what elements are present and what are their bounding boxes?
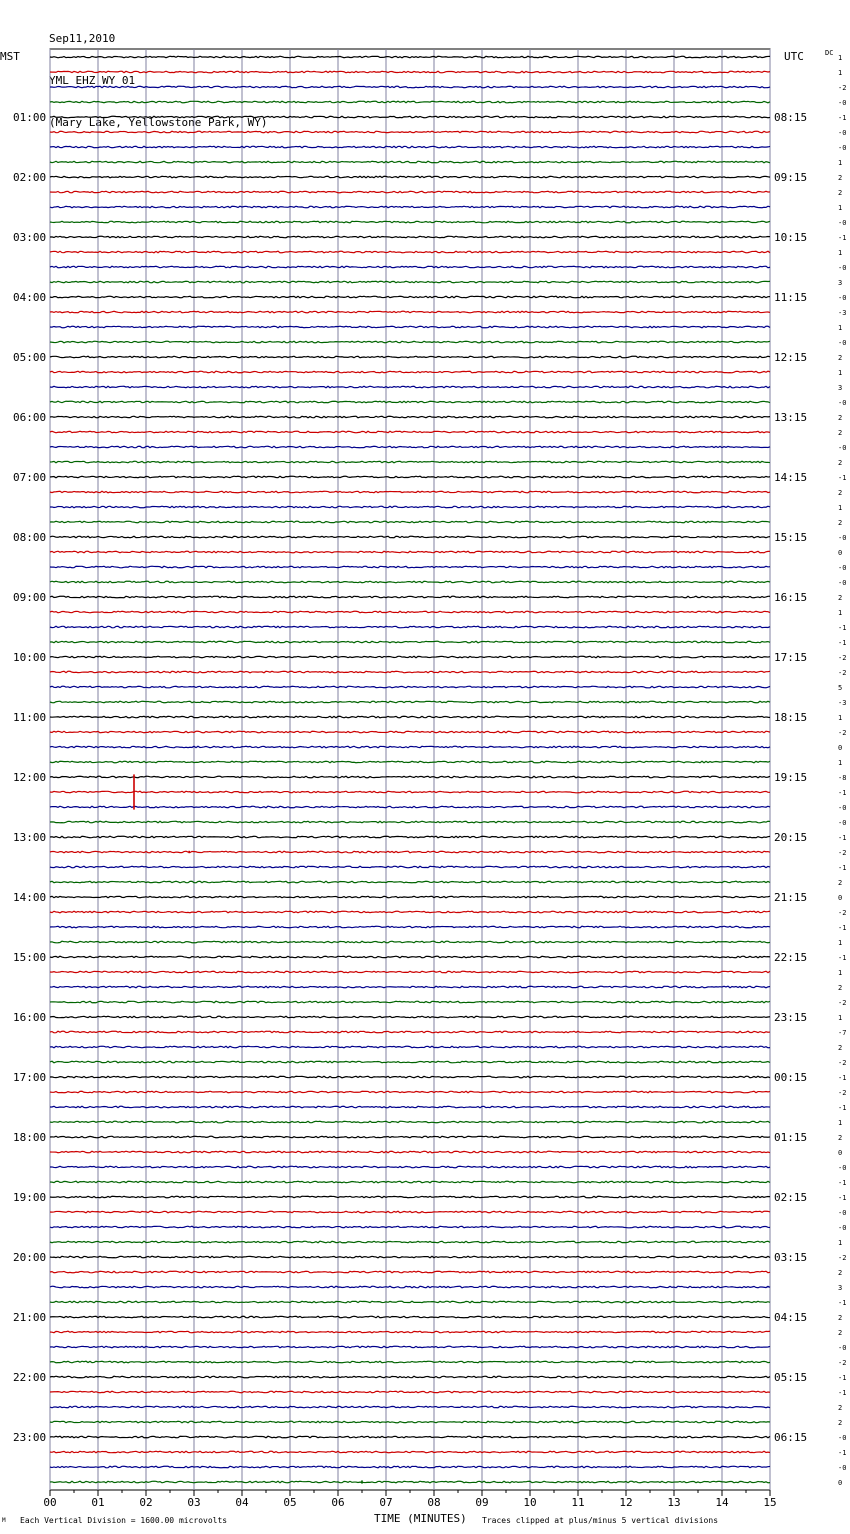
dc-offset-value: -2 [838,1089,847,1097]
trace-line [50,1121,770,1123]
dc-offset-value: 1 [838,939,843,947]
trace-line [50,671,770,673]
dc-offset-value: 2 [838,1329,843,1337]
dc-offset-value: -2 [838,909,847,917]
trace-line [50,551,770,553]
left-hour-label: 17:00 [13,1071,47,1084]
right-hour-label: 18:15 [774,711,808,724]
trace-line [50,1256,770,1258]
left-hour-label: 19:00 [13,1191,47,1204]
dc-offset-value: -1 [838,1104,847,1112]
dc-offset-value: 1 [838,504,843,512]
trace-line [50,401,770,403]
dc-offset-value: -2 [838,1254,847,1262]
trace-line [50,956,770,958]
trace-line [50,311,770,313]
dc-offset-value: -1 [838,1179,847,1187]
dc-offset-value: 1 [838,1014,843,1022]
x-tick-label: 01 [91,1496,105,1509]
dc-offset-value: -0 [838,1434,847,1442]
dc-offset-value: 1 [838,609,843,617]
trace-line [50,1376,770,1378]
dc-offset-value: -0 [838,1344,847,1352]
trace-line [50,1241,770,1243]
right-hour-label: 11:15 [774,291,808,304]
trace-line [50,1211,770,1213]
left-hour-label: 09:00 [13,591,47,604]
right-hour-label: 05:15 [774,1371,808,1384]
x-tick-label: 11 [571,1496,585,1509]
trace-line [50,1451,770,1453]
trace-line [50,56,770,58]
dc-offset-value: -3 [838,699,847,707]
trace-line [50,686,770,688]
trace-line [50,1301,770,1303]
trace-line [50,881,770,883]
trace-line [50,821,770,823]
trace-line [50,611,770,613]
trace-line [50,1151,770,1153]
dc-offset-value: 2 [838,594,843,602]
trace-line [50,1316,770,1318]
dc-offset-value: -0 [838,219,847,227]
dc-offset-value: 2 [838,1134,843,1142]
right-hour-label: 00:15 [774,1071,808,1084]
plot-frame [50,49,770,1490]
dc-offset-value: 3 [838,1284,843,1292]
dc-offset-value: 1 [838,714,843,722]
trace-line [50,1061,770,1063]
x-tick-label: 13 [667,1496,681,1509]
x-axis-title: TIME (MINUTES) [374,1512,467,1525]
dc-offset-value: 2 [838,984,843,992]
x-tick-label: 00 [43,1496,57,1509]
trace-line [50,131,770,133]
trace-line [50,206,770,208]
trace-line [50,431,770,433]
dc-offset-value: -1 [838,114,847,122]
dc-offset-value: -1 [838,834,847,842]
trace-line [50,191,770,193]
x-tick-label: 03 [187,1496,201,1509]
dc-offset-value: -1 [838,864,847,872]
dc-offset-value: -0 [838,144,847,152]
left-hour-label: 07:00 [13,471,47,484]
right-hour-label: 01:15 [774,1131,808,1144]
trace-line [50,1091,770,1093]
trace-line [50,791,770,793]
dc-offset-value: 1 [838,369,843,377]
dc-offset-value: -0 [838,339,847,347]
trace-line [50,296,770,298]
trace-line [50,281,770,283]
dc-offset-value: 2 [838,414,843,422]
trace-line [50,476,770,478]
right-hour-label: 17:15 [774,651,808,664]
dc-offset-value: -0 [838,264,847,272]
trace-line [50,1421,770,1423]
right-hour-label: 08:15 [774,111,808,124]
left-hour-label: 05:00 [13,351,47,364]
trace-line [50,941,770,943]
dc-offset-value: -1 [838,924,847,932]
trace-line [50,701,770,703]
trace-line [50,566,770,568]
dc-offset-value: 0 [838,894,843,902]
dc-offset-value: -0 [838,534,847,542]
trace-line [50,911,770,913]
x-tick-label: 05 [283,1496,297,1509]
dc-offset-value: 1 [838,1119,843,1127]
trace-line [50,1391,770,1393]
trace-line [50,236,770,238]
right-hour-label: 15:15 [774,531,808,544]
trace-line [50,1016,770,1018]
dc-offset-value: 2 [838,189,843,197]
left-hour-label: 20:00 [13,1251,47,1264]
right-timezone-label: UTC [784,50,804,63]
x-tick-label: 14 [715,1496,729,1509]
left-hour-label: 22:00 [13,1371,47,1384]
left-hour-label: 15:00 [13,951,47,964]
dc-offset-value: 2 [838,429,843,437]
trace-line [50,446,770,448]
dc-offset-value: -7 [838,1029,847,1037]
trace-line [50,581,770,583]
dc-offset-value: -2 [838,849,847,857]
dc-offset-value: 2 [838,1269,843,1277]
dc-offset-value: -2 [838,1359,847,1367]
dc-offset-value: -1 [838,1449,847,1457]
dc-offset-value: -1 [838,1374,847,1382]
dc-offset-value: -2 [838,729,847,737]
location-label: (Mary Lake, Yellowstone Park, WY) [49,116,268,129]
trace-line [50,176,770,178]
trace-line [50,266,770,268]
left-hour-label: 16:00 [13,1011,47,1024]
dc-offset-value: -2 [838,999,847,1007]
dc-offset-header: DC [825,49,834,57]
trace-line [50,1436,770,1438]
left-hour-label: 01:00 [13,111,47,124]
scale-note: Each Vertical Division = 1600.00 microvolts [20,1516,228,1525]
trace-line [50,356,770,358]
dc-offset-value: 2 [838,1314,843,1322]
dc-offset-value: -2 [838,84,847,92]
right-hour-label: 16:15 [774,591,808,604]
dc-offset-value: 2 [838,354,843,362]
trace-line [50,1196,770,1198]
x-tick-label: 04 [235,1496,249,1509]
dc-offset-value: -0 [838,99,847,107]
dc-offset-value: -0 [838,819,847,827]
dc-offset-value: 2 [838,459,843,467]
right-hour-label: 13:15 [774,411,808,424]
trace-line [50,1481,770,1483]
right-hour-label: 19:15 [774,771,808,784]
dc-offset-value: -1 [838,1389,847,1397]
dc-offset-value: 1 [838,249,843,257]
dc-offset-value: -1 [838,789,847,797]
x-tick-label: 15 [763,1496,777,1509]
dc-offset-value: -1 [838,624,847,632]
trace-line [50,896,770,898]
trace-line [50,986,770,988]
trace-line [50,1361,770,1363]
trace-line [50,116,770,118]
dc-offset-value: -1 [838,954,847,962]
trace-line [50,251,770,253]
trace-line [50,596,770,598]
trace-line [50,731,770,733]
trace-line [50,536,770,538]
dc-offset-value: -2 [838,654,847,662]
trace-line [50,1286,770,1288]
dc-offset-value: 1 [838,159,843,167]
dc-offset-value: 5 [838,684,843,692]
dc-offset-value: -1 [838,1074,847,1082]
dc-offset-value: 2 [838,1044,843,1052]
trace-line [50,1331,770,1333]
dc-offset-value: -1 [838,234,847,242]
left-hour-label: 21:00 [13,1311,47,1324]
dc-offset-value: 2 [838,879,843,887]
trace-line [50,371,770,373]
trace-line [50,1076,770,1078]
trace-line [50,776,770,778]
trace-line [50,341,770,343]
x-tick-label: 12 [619,1496,633,1509]
left-hour-label: 02:00 [13,171,47,184]
trace-line [50,1166,770,1168]
dc-offset-value: -0 [838,1464,847,1472]
trace-line [50,1136,770,1138]
clip-note: Traces clipped at plus/minus 5 vertical divisions [482,1516,719,1525]
dc-offset-value: 0 [838,1149,843,1157]
trace-line [50,146,770,148]
trace-line [50,971,770,973]
trace-line [50,1406,770,1408]
dc-offset-value: -2 [838,1059,847,1067]
dc-offset-value: -1 [838,474,847,482]
right-hour-label: 22:15 [774,951,808,964]
trace-line [50,626,770,628]
left-hour-label: 23:00 [13,1431,47,1444]
left-hour-label: 11:00 [13,711,47,724]
left-hour-label: 08:00 [13,531,47,544]
dc-offset-value: 1 [838,324,843,332]
dc-offset-value: -0 [838,1209,847,1217]
dc-offset-value: 1 [838,969,843,977]
right-hour-label: 04:15 [774,1311,808,1324]
trace-line [50,641,770,643]
trace-line [50,1346,770,1348]
dc-offset-value: -0 [838,294,847,302]
trace-line [50,1106,770,1108]
trace-line [50,461,770,463]
dc-offset-value: -1 [838,639,847,647]
trace-line [50,1031,770,1033]
left-hour-label: 03:00 [13,231,47,244]
dc-offset-value: -0 [838,399,847,407]
date-label: Sep11,2010 [49,32,116,45]
dc-offset-value: -8 [838,774,847,782]
right-hour-label: 02:15 [774,1191,808,1204]
trace-line [50,926,770,928]
trace-line [50,836,770,838]
trace-line [50,806,770,808]
left-hour-label: 06:00 [13,411,47,424]
left-hour-label: 18:00 [13,1131,47,1144]
x-tick-label: 07 [379,1496,393,1509]
dc-offset-value: -1 [838,1299,847,1307]
trace-line [50,1001,770,1003]
trace-line [50,656,770,658]
trace-line [50,491,770,493]
dc-offset-value: -0 [838,1224,847,1232]
trace-line [50,386,770,388]
trace-line [50,716,770,718]
trace-line [50,746,770,748]
dc-offset-value: 2 [838,519,843,527]
dc-offset-value: -1 [838,1194,847,1202]
dc-offset-value: 2 [838,1419,843,1427]
dc-offset-value: 1 [838,759,843,767]
trace-line [50,506,770,508]
x-tick-label: 08 [427,1496,441,1509]
dc-offset-value: -0 [838,579,847,587]
trace-line [50,1271,770,1273]
station-label: YML EHZ WY 01 [49,74,136,87]
left-hour-label: 14:00 [13,891,47,904]
left-hour-label: 13:00 [13,831,47,844]
dc-offset-value: -3 [838,309,847,317]
dc-offset-value: 0 [838,1479,843,1487]
trace-line [50,86,770,88]
left-timezone-label: MST [0,50,20,63]
x-tick-label: 09 [475,1496,489,1509]
dc-offset-value: 0 [838,744,843,752]
right-hour-label: 06:15 [774,1431,808,1444]
trace-line [50,866,770,868]
trace-line [50,851,770,853]
trace-line [50,521,770,523]
right-hour-label: 14:15 [774,471,808,484]
dc-offset-value: 1 [838,69,843,77]
trace-line [50,1226,770,1228]
right-hour-label: 03:15 [774,1251,808,1264]
right-hour-label: 09:15 [774,171,808,184]
dc-offset-value: 3 [838,279,843,287]
left-hour-label: 04:00 [13,291,47,304]
right-hour-label: 12:15 [774,351,808,364]
trace-line [50,1466,770,1468]
x-tick-label: 10 [523,1496,537,1509]
trace-line [50,326,770,328]
dc-offset-value: 2 [838,489,843,497]
dc-offset-value: 2 [838,174,843,182]
dc-offset-value: -0 [838,129,847,137]
trace-line [50,1046,770,1048]
dc-offset-value: 1 [838,204,843,212]
dc-offset-value: -0 [838,804,847,812]
corner-mark: M [2,1517,6,1524]
right-hour-label: 21:15 [774,891,808,904]
dc-offset-value: -0 [838,444,847,452]
left-hour-label: 10:00 [13,651,47,664]
dc-offset-value: 2 [838,1404,843,1412]
dc-offset-value: 1 [838,1239,843,1247]
trace-line [50,221,770,223]
trace-line [50,101,770,103]
trace-line [50,1181,770,1183]
x-tick-label: 02 [139,1496,153,1509]
dc-offset-value: -0 [838,1164,847,1172]
trace-line [50,761,770,763]
dc-offset-value: 3 [838,384,843,392]
dc-offset-value: 1 [838,54,843,62]
trace-line [50,71,770,73]
trace-line [50,161,770,163]
dc-offset-value: -2 [838,669,847,677]
dc-offset-value: 0 [838,549,843,557]
left-hour-label: 12:00 [13,771,47,784]
dc-offset-value: -0 [838,564,847,572]
right-hour-label: 20:15 [774,831,808,844]
right-hour-label: 10:15 [774,231,808,244]
x-tick-label: 06 [331,1496,345,1509]
trace-line [50,416,770,418]
right-hour-label: 23:15 [774,1011,808,1024]
